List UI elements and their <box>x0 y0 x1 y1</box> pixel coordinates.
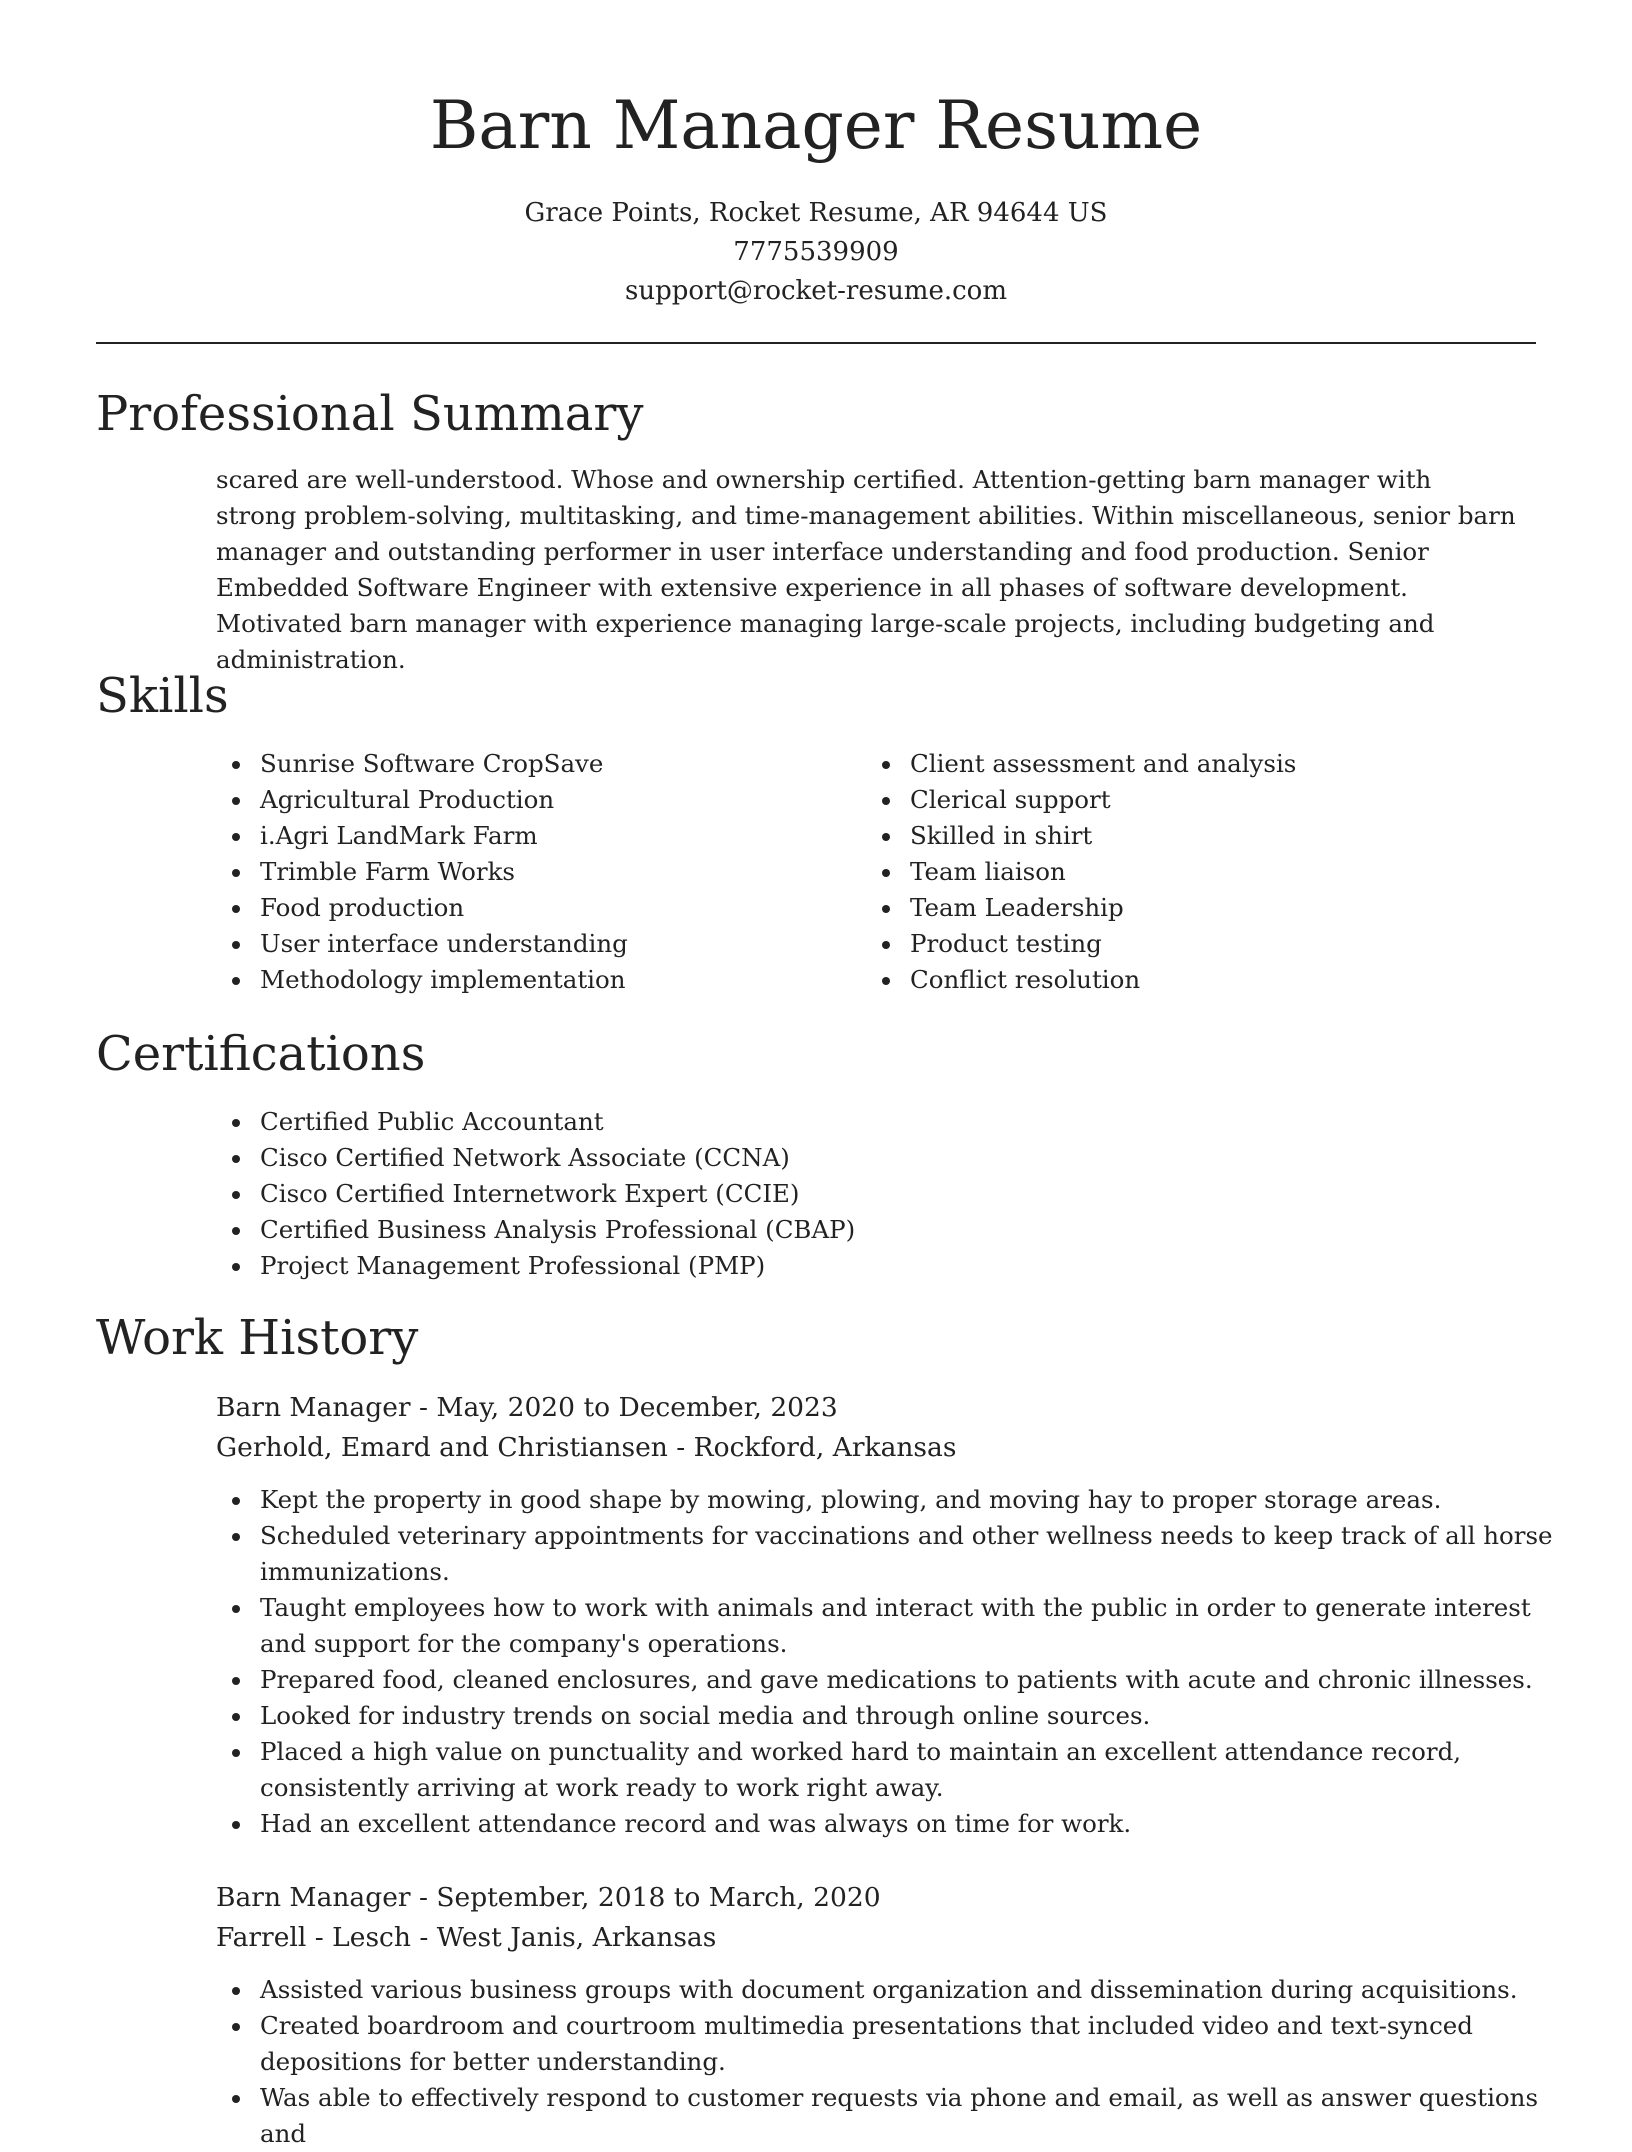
job-company: Gerhold, Emard and Christiansen <box>216 1432 668 1463</box>
list-item: Product testing <box>910 926 1550 962</box>
job-title-line <box>216 1388 838 1428</box>
list-item: Project Management Professional (PMP) <box>260 1248 1560 1284</box>
list-item: Cisco Certified Network Associate (CCNA) <box>260 1140 1560 1176</box>
job-dates: May, 2020 to December, 2023 <box>436 1392 838 1423</box>
job-separator: - <box>667 1432 694 1463</box>
job-separator: - <box>410 1392 437 1423</box>
list-item: Agricultural Production <box>260 782 820 818</box>
list-item: i.Agri LandMark Farm <box>260 818 820 854</box>
resume-title: Barn Manager Resume <box>429 87 1203 164</box>
skills-heading: Skills <box>96 668 229 724</box>
job-location: West Janis, Arkansas <box>436 1922 717 1953</box>
header-divider <box>96 342 1536 344</box>
job-company: Farrell - Lesch <box>216 1922 411 1953</box>
list-item: Skilled in shirt <box>910 818 1550 854</box>
list-item: Conflict resolution <box>910 962 1550 998</box>
job-location: Rockford, Arkansas <box>693 1432 957 1463</box>
list-item: Sunrise Software CropSave <box>260 746 820 782</box>
list-item: Was able to effectively respond to customer requests via phone and email, as well as answer questions and <box>260 2080 1580 2152</box>
list-item: Certified Public Accountant <box>260 1104 1560 1140</box>
job-company-line <box>216 1918 716 1958</box>
job-title-line <box>216 1878 881 1918</box>
list-item: Had an excellent attendance record and was always on time for work. <box>260 1806 1580 1842</box>
list-item: Taught employees how to work with animals and interact with the public in order to generate interest and support for the company's operations. <box>260 1590 1580 1662</box>
skills-list-left <box>216 746 820 998</box>
job-title: Barn Manager <box>216 1882 411 1913</box>
list-item: Looked for industry trends on social media and through online sources. <box>260 1698 1580 1734</box>
job-dates: September, 2018 to March, 2020 <box>436 1882 881 1913</box>
list-item: Created boardroom and courtroom multimedia presentations that included video and text-synced depositions for better understanding. <box>260 2008 1580 2080</box>
list-item: Team Leadership <box>910 890 1550 926</box>
list-item: Assisted various business groups with document organization and dissemination during acquisitions. <box>260 1972 1580 2008</box>
list-item: User interface understanding <box>260 926 820 962</box>
list-item: Cisco Certified Internetwork Expert (CCIE) <box>260 1176 1560 1212</box>
list-item: Clerical support <box>910 782 1550 818</box>
list-item: Placed a high value on punctuality and worked hard to maintain an excellent attendance record, consistently arriving at work ready to work right away. <box>260 1734 1580 1806</box>
job-title: Barn Manager <box>216 1392 411 1423</box>
list-item: Team liaison <box>910 854 1550 890</box>
list-item: Food production <box>260 890 820 926</box>
list-item: Prepared food, cleaned enclosures, and gave medications to patients with acute and chronic illnesses. <box>260 1662 1580 1698</box>
list-item: Methodology implementation <box>260 962 820 998</box>
contact-address: Grace Points, Rocket Resume, AR 94644 US <box>524 198 1108 228</box>
list-item: Kept the property in good shape by mowing, plowing, and moving hay to proper storage areas. <box>260 1482 1580 1518</box>
summary-heading: Professional Summary <box>96 386 644 442</box>
job-1-bullets <box>216 1482 1580 1842</box>
certifications-list <box>216 1104 1560 1284</box>
certifications-heading: Certifications <box>96 1026 426 1082</box>
list-item: Client assessment and analysis <box>910 746 1550 782</box>
list-item: Scheduled veterinary appointments for vaccinations and other wellness needs to keep track of all horse immunizations. <box>260 1518 1580 1590</box>
job-separator: - <box>410 1882 437 1913</box>
list-item: Certified Business Analysis Professional (CBAP) <box>260 1212 1560 1248</box>
job-separator: - <box>410 1922 437 1953</box>
skills-list-right <box>866 746 1550 998</box>
work-history-heading: Work History <box>96 1310 419 1366</box>
contact-phone: 7775539909 <box>733 237 899 267</box>
contact-email: support@rocket-resume.com <box>624 276 1007 306</box>
contact-block <box>0 194 1632 311</box>
resume-header <box>0 0 1632 311</box>
summary-text: scared are well-understood. Whose and ownership certified. Attention-getting barn manager with strong problem-solving, multitasking, and time-management abilities. Within miscellaneous, senior barn manager and outstanding performer in user interface understanding and food production. Senior Embedded Software Engineer with extensive experience in all phases of software development. Motivated barn manager with experience managing large-scale projects, including budgeting and administration. <box>216 465 1516 674</box>
list-item: Trimble Farm Works <box>260 854 820 890</box>
job-2-bullets <box>216 1972 1580 2152</box>
job-company-line <box>216 1428 956 1468</box>
